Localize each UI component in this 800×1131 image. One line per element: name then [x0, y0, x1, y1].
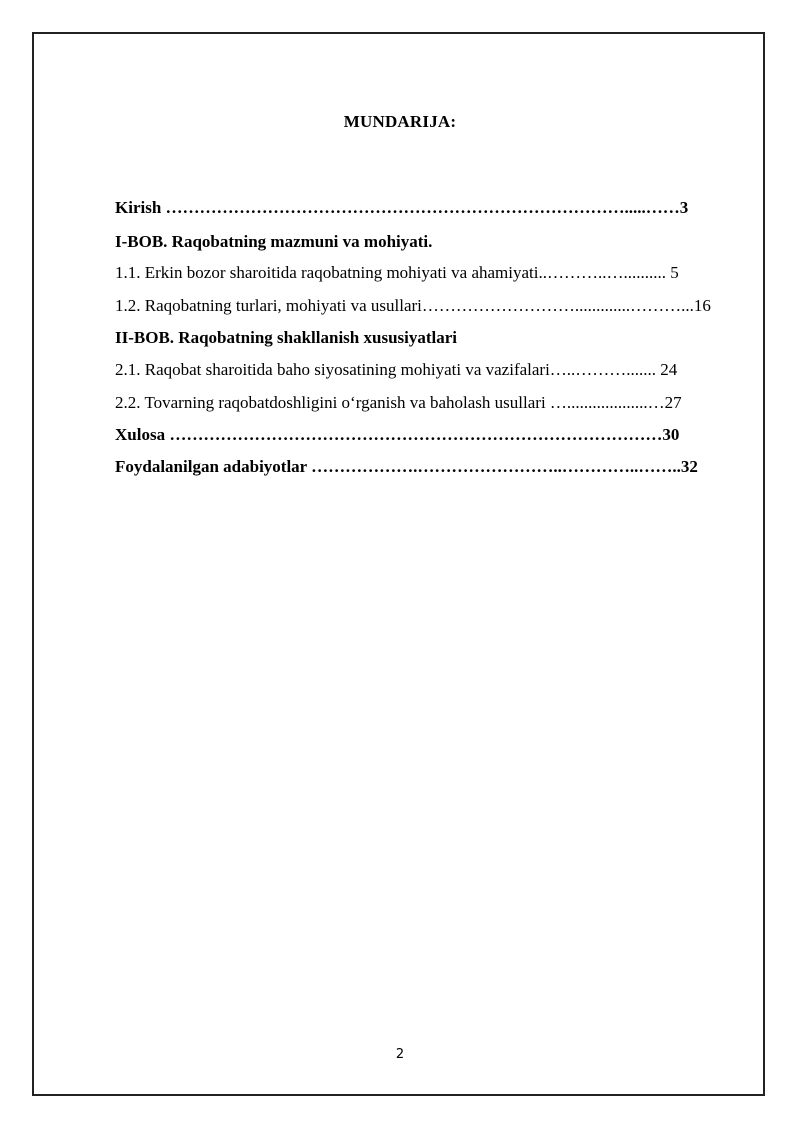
toc-entry-section-1-1: [115, 261, 743, 285]
toc-entry-text: 2.1. Raqobat sharoitida baho siyosatining mohiyati va vazifalari…..………....... 24: [115, 360, 678, 379]
toc-entry-section-1-2: [115, 294, 743, 318]
toc-entry-text: Xulosa ……………………………………………………………………………30: [115, 425, 680, 444]
toc-entry-text: Foydalanilgan adabiyotlar ……………….……………………..…………..……..32: [115, 457, 698, 476]
page-title: MUNDARIJA:: [343, 112, 457, 131]
toc-entry-text: 1.1. Erkin bozor sharoitida raqobatning mohiyati va ahamiyati..………..….......... 5: [115, 263, 679, 282]
toc-entry-adabiyotlar: [115, 455, 743, 479]
toc-entry-text: I-BOB. Raqobatning mazmuni va mohiyati.: [115, 232, 433, 251]
toc-entry-chapter-2: [115, 326, 743, 350]
toc-entry-text: 2.2. Tovarning raqobatdoshligini oʻrganish va baholash usullari …...................…27: [115, 393, 682, 412]
page-border: [32, 32, 765, 1096]
toc-entry-kirish: [115, 196, 743, 220]
toc-entry-text: II-BOB. Raqobatning shakllanish xususiyatlari: [115, 328, 458, 347]
toc-entry-text: 1.2. Raqobatning turlari, mohiyati va usullari……………………….............………...16: [115, 296, 711, 315]
toc-entry-section-2-2: [115, 391, 743, 415]
page-number: 2: [395, 1047, 405, 1062]
toc-entry-xulosa: [115, 423, 743, 447]
toc-entry-section-2-1: [115, 358, 743, 382]
toc-entry-text: Kirish ……………………………………………………………………….....……3: [115, 198, 689, 217]
toc-entry-chapter-1: [115, 230, 743, 254]
